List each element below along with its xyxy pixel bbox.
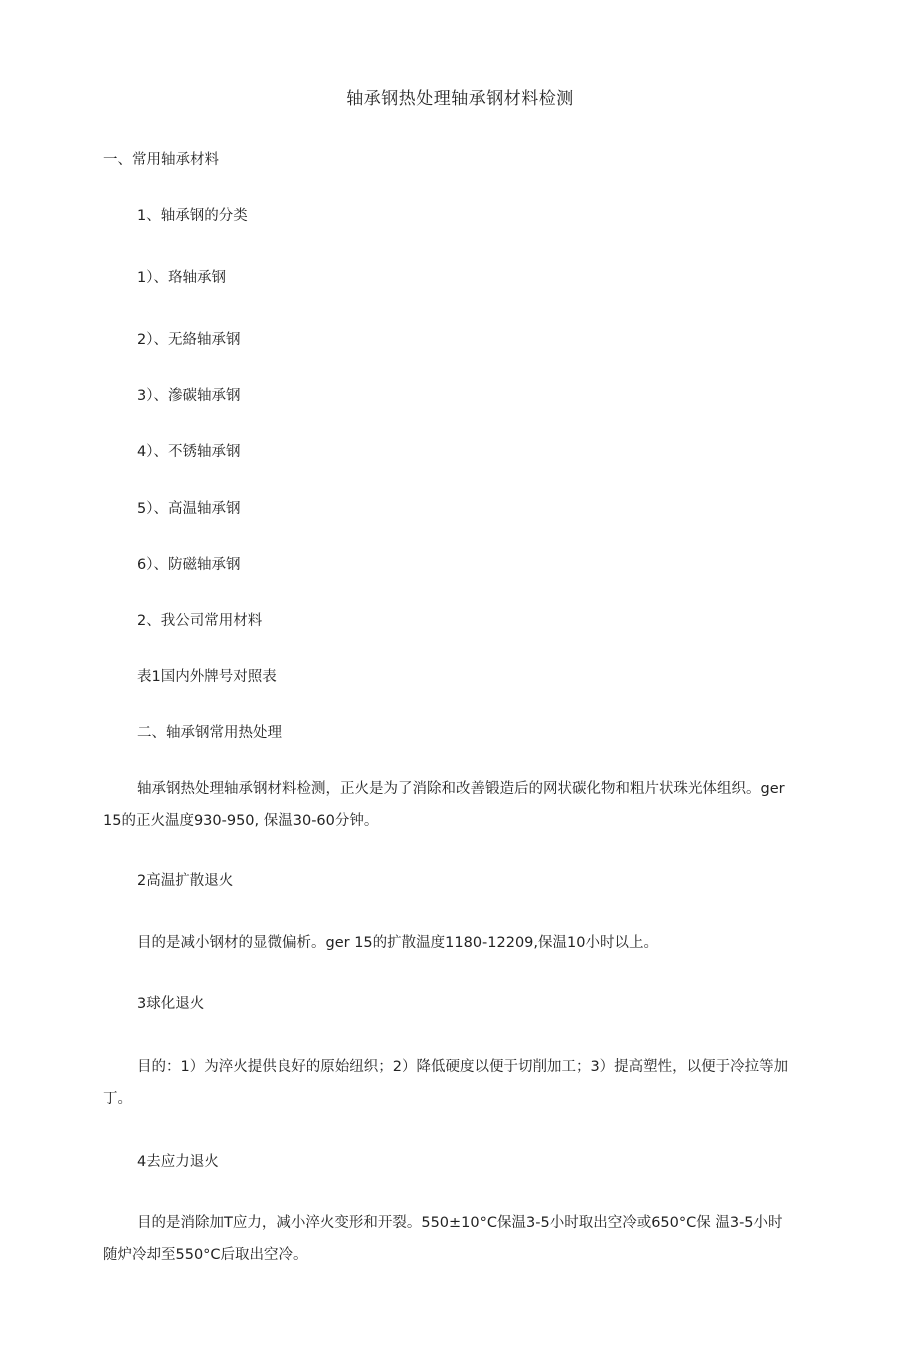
section2-heading: 二、轴承钢常用热处理 <box>137 725 282 741</box>
normalizing-text: 轴承钢热处理轴承钢材料检测，正火是为了消除和改善锻造后的网状碳化物和粗片状珠光体组织。ger 15的正火温度930-950, 保温30-60分钟。 <box>103 781 785 829</box>
normalizing-paragraph <box>103 773 793 837</box>
item3-paragraph <box>103 1051 793 1115</box>
table-caption: 表1国内外牌号对照表 <box>137 669 277 685</box>
list-item: 4）、不锈轴承钢 <box>137 444 241 460</box>
list-item: 6）、防磁轴承钢 <box>137 557 241 573</box>
item4-paragraph <box>103 1207 793 1271</box>
item4-text: 目的是消除加T应力，减小淬火变形和开裂。550±10°C保温3-5小时取出空冷或650°C保 温3-5小时随炉冷却至550°C后取出空冷。 <box>103 1215 783 1263</box>
list-item: 5）、高温轴承钢 <box>137 501 241 517</box>
item4-title: 4去应力退火 <box>137 1154 219 1170</box>
subsection-classification: 1、轴承钢的分类 <box>137 208 248 224</box>
item2-text: 目的是减小钢材的显微偏析。ger 15的扩散温度1180-12209,保温10小时以上。 <box>137 935 658 951</box>
page-title: 轴承钢热处理轴承钢材料检测 <box>346 89 574 109</box>
list-item: 2）、无絡轴承钢 <box>137 332 241 348</box>
section1-heading: 一、常用轴承材料 <box>103 152 219 168</box>
list-item: 1）、珞轴承钢 <box>137 270 226 286</box>
item3-title: 3球化退火 <box>137 996 205 1012</box>
subsection-common-materials: 2、我公司常用材料 <box>137 613 263 629</box>
list-item: 3）、滲碳轴承钢 <box>137 388 241 404</box>
item3-text: 目的：1）为淬火提供良好的原始纽织；2）降低硬度以便于切削加工；3）提高塑性，以便于冷拉等加丁。 <box>103 1059 789 1107</box>
item2-title: 2高温扩散退火 <box>137 873 234 889</box>
